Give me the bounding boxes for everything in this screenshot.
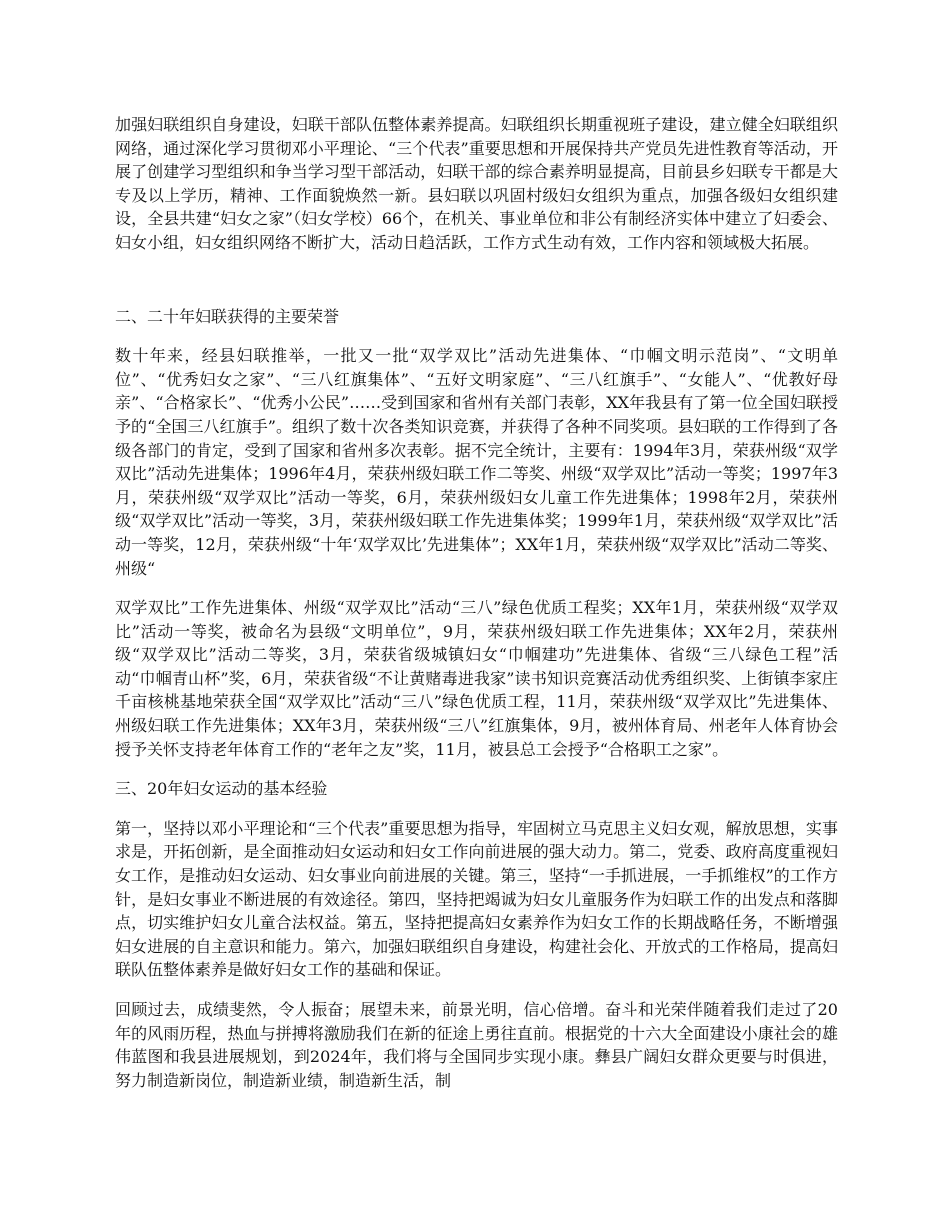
section-heading-honors: 二、二十年妇联获得的主要荣誉 [115, 306, 340, 326]
document-page [115, 113, 838, 1092]
paragraph-org-building: 加强妇联组织自身建设，妇联干部队伍整体素养提高。妇联组织长期重视班子建设，建立健全妇联组织网络，通过深化学习贯彻邓小平理论、“三个代表”重要思想和开展保持共产党员先进性教育等活动，开展了创建学习型组织和争当学习型干部活动，妇联干部的综合素养明显提高，目前县乡妇联专干都是大专及以上学历，精神、工作面貌焕然一新。县妇联以巩固村级妇女组织为重点，加强各级妇女组织建设，全县共建“妇女之家”（妇女学校）66个，在机关、事业单位和非公有制经济实体中建立了妇委会、妇女小组，妇女组织网络不断扩大，活动日趋活跃，工作方式生动有效，工作内容和领域极大拓展。 [115, 115, 838, 252]
paragraph-honors-part2: 双学双比”工作先进集体、州级“双学双比”活动“三八”绿色优质工程奖；XX年1月，荣获州级“双学双比”活动一等奖，被命名为县级“文明单位”，9月，荣获州级妇联工作先进集体；XX年2月，荣获州级“双学双比”活动二等奖，3月，荣获省级城镇妇女“巾帼建功”先进集体、省级“三八绿色工程”活动“巾帼青山杯”奖，6月，荣获省级“不让黄赌毒进我家”读书知识竞赛活动优秀组织奖、上街镇李家庄千亩核桃基地荣获全国“双学双比”活动“三八”绿色优质工程，11月，荣获州级“双学双比”先进集体、州级妇联工作先进集体；XX年3月，荣获州级“三八”红旗集体，9月，被州体育局、州老年人体育协会授予关怀支持老年体育工作的“老年之友”奖，11月，被县总工会授予“合格职工之家”。 [115, 598, 838, 759]
paragraph-outlook: 回顾过去，成绩斐然，令人振奋；展望未来，前景光明，信心倍增。奋斗和光荣伴随着我们走过了20年的风雨历程，热血与拼搏将激励我们在新的征途上勇往直前。根据党的十六大全面建设小康社会的雄伟蓝图和我县进展规划，到2024年，我们将与全国同步实现小康。彝县广阔妇女群众更要与时俱进，努力制造新岗位，制造新业绩，制造新生活，制 [115, 1000, 838, 1090]
section-heading-experience: 三、20年妇女运动的基本经验 [115, 779, 328, 799]
paragraph-experience: 第一，坚持以邓小平理论和“三个代表”重要思想为指导，牢固树立马克思主义妇女观，解放思想，实事求是，开拓创新，是全面推动妇女运动和妇女工作向前进展的强大动力。第二，党委、政府高度重视妇女工作，是推动妇女运动、妇女事业向前进展的关键。第三，坚持“一手抓进展，一手抓维权”的工作方针，是妇女事业不断进展的有效途径。第四，坚持把竭诚为妇女儿童服务作为妇联工作的出发点和落脚点，切实维护妇女儿童合法权益。第五，坚持把提高妇女素养作为妇女工作的长期战略任务，不断增强妇女进展的自主意识和能力。第六，加强妇联组织自身建设，构建社会化、开放式的工作格局，提高妇联队伍整体素养是做好妇女工作的基础和保证。 [115, 818, 838, 980]
paragraph-honors-part1: 数十年来，经县妇联推举，一批又一批“双学双比”活动先进集体、“巾帼文明示范岗”、“文明单位”、“优秀妇女之家”、“三八红旗集体”、“五好文明家庭”、“三八红旗手”、“女能人”、“优教好母亲”、“合格家长”、“优秀小公民”……受到国家和省州有关部门表彰，XX年我县有了第一位全国妇联授予的“全国三八红旗手”。组织了数十次各类知识竞赛，并获得了各种不同奖项。县妇联的工作得到了各级各部门的肯定，受到了国家和省州多次表彰。据不完全统计，主要有：1994年3月，荣获州级“双学双比”活动先进集体；1996年4月，荣获州级妇联工作二等奖、州级“双学双比”活动一等奖；1997年3月，荣获州级“双学双比”活动一等奖，6月，荣获州级妇女儿童工作先进集体；1998年2月，荣获州级“双学双比”活动一等奖，3月，荣获州级妇联工作先进集体奖；1999年1月，荣获州级“双学双比”活动一等奖，12月，荣获州级“十年‘双学双比’先进集体”；XX年1月，荣获州级“双学双比”活动二等奖、州级“ [115, 346, 838, 578]
